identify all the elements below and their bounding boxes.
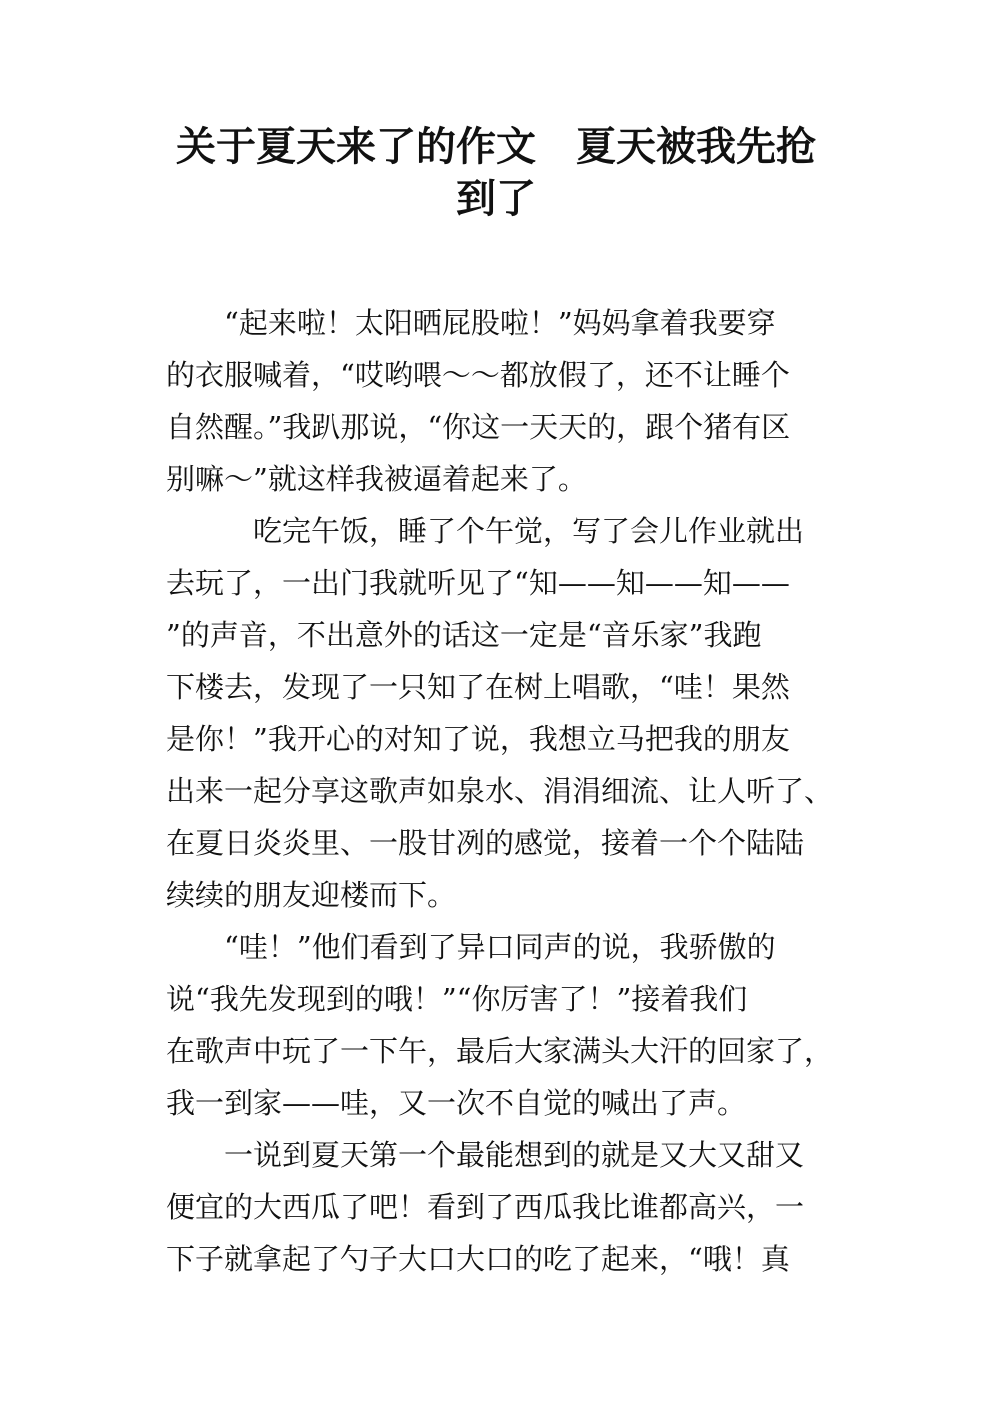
text-line: 的衣服喊着，“哎哟喂～～都放假了，还不让睡个 (166, 358, 790, 392)
text-line: 说“我先发现到的哦！”“你厉害了！”接着我们 (166, 982, 748, 1016)
text-line: 别嘛～”就这样我被逼着起来了。 (166, 462, 587, 496)
text-line: 下楼去，发现了一只知了在树上唱歌，“哇！果然 (166, 670, 790, 704)
text-line: 便宜的大西瓜了吧！看到了西瓜我比谁都高兴，一 (166, 1190, 805, 1224)
text-line: “哇！”他们看到了异口同声的说，我骄傲的 (166, 930, 776, 964)
text-line: 在歌声中玩了一下午，最后大家满头大汗的回家了， (166, 1034, 834, 1068)
text-line: “起来啦！太阳晒屁股啦！”妈妈拿着我要穿 (166, 306, 776, 340)
text-line: 下子就拿起了勺子大口大口的吃了起来，“哦！真 (166, 1242, 790, 1276)
text-line: 续续的朋友迎楼而下。 (166, 878, 457, 912)
text-line: 在夏日炎炎里、一股甘冽的感觉，接着一个个陆陆 (166, 826, 805, 860)
essay-body (166, 297, 856, 1285)
text-line: 出来一起分享这歌声如泉水、涓涓细流、让人听了、 (166, 774, 834, 808)
document-title (160, 121, 832, 225)
text-line: 自然醒。”我趴那说，“你这一天天的，跟个猪有区 (166, 410, 791, 444)
text-line: ”的声音，不出意外的话这一定是“音乐家”我跑 (166, 618, 762, 652)
text-line: 是你！”我开心的对知了说，我想立马把我的朋友 (166, 722, 790, 756)
text-line: 吃完午饭，睡了个午觉，写了会儿作业就出 (166, 514, 805, 548)
text-line: 去玩了，一出门我就听见了“知——知——知—— (166, 566, 790, 600)
title-line-1: 关于夏天来了的作文 夏天被我先抢 (176, 124, 816, 170)
title-line-2: 到了 (456, 176, 536, 222)
text-line: 我一到家——哇，又一次不自觉的喊出了声。 (166, 1086, 747, 1120)
text-line: 一说到夏天第一个最能想到的就是又大又甜又 (166, 1138, 805, 1172)
